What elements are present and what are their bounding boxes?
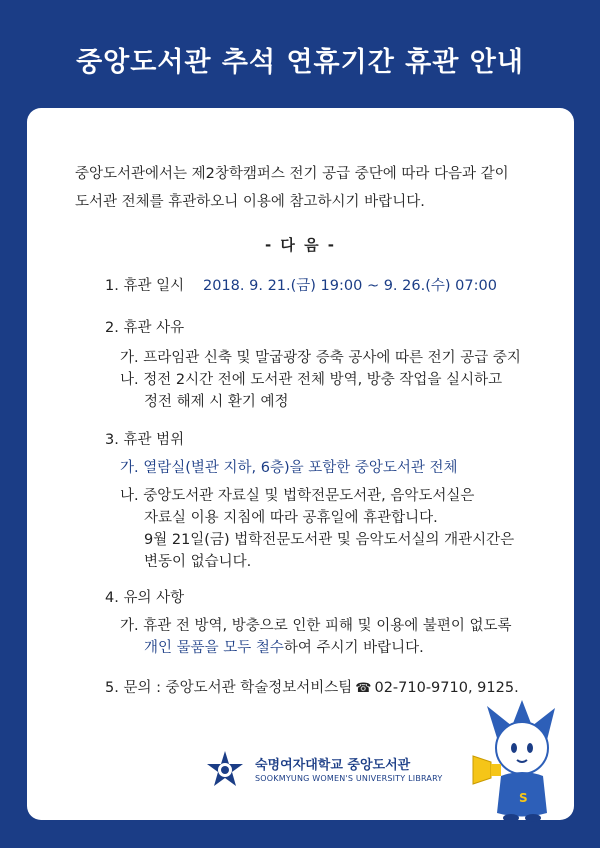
item2-a: 가. 프라임관 신축 및 말굽광장 증축 공사에 따른 전기 공급 중지 <box>120 350 521 366</box>
item2-b2: 정전 해제 시 환기 예정 <box>144 394 289 410</box>
svg-text:S: S <box>519 791 528 805</box>
page-title: 중앙도서관 추석 연휴기간 휴관 안내 <box>76 47 524 78</box>
item3-b4: 변동이 없습니다. <box>144 554 252 570</box>
item3-b1: 나. 중앙도서관 자료실 및 법학전문도서관, 음악도서실은 <box>120 488 475 504</box>
item5-phone: 02-710-9710, 9125. <box>374 680 519 696</box>
library-name-english: SOOKMYUNG WOMEN'S UNIVERSITY LIBRARY <box>255 774 443 783</box>
library-name-korean: 숙명여자대학교 중앙도서관 <box>255 758 411 773</box>
mascot-illustration <box>467 698 577 823</box>
item4-a2-highlight: 개인 물품을 모두 철수 <box>144 640 284 656</box>
phone-icon: ☎ <box>355 681 372 696</box>
item5-line <box>105 678 519 699</box>
item3-b3: 9월 21일(금) 법학전문도서관 및 음악도서실의 개관시간은 <box>144 532 515 548</box>
intro-line-1: 중앙도서관에서는 제2창학캠퍼스 전기 공급 중단에 따라 다음과 같이 <box>75 166 509 182</box>
item1-value: 2018. 9. 21.(금) 19:00 ~ 9. 26.(수) 07:00 <box>203 278 497 294</box>
item4-a1: 가. 휴관 전 방역, 방충으로 인한 피해 및 이용에 불편이 없도록 <box>120 618 512 634</box>
item5-label: 5. 문의 : 중앙도서관 학술정보서비스팀 <box>105 680 353 696</box>
item2-b1: 나. 정전 2시간 전에 도서관 전체 방역, 방충 작업을 실시하고 <box>120 372 503 388</box>
university-emblem-icon <box>205 750 245 790</box>
section-heading: - 다 음 - <box>264 236 337 254</box>
item1-label: 1. 휴관 일시 <box>105 278 185 294</box>
item3-a: 가. 열람실(별관 지하, 6층)을 포함한 중앙도서관 전체 <box>120 460 458 476</box>
item4-a2 <box>144 638 424 658</box>
notice-card <box>27 108 574 820</box>
intro-line-2: 도서관 전체를 휴관하오니 이용에 참고하시기 바랍니다. <box>75 194 425 210</box>
item3-b2: 자료실 이용 지침에 따라 공휴일에 휴관합니다. <box>144 510 438 526</box>
item2-label: 2. 휴관 사유 <box>105 320 185 336</box>
item4-label: 4. 유의 사항 <box>105 590 185 606</box>
item3-label: 3. 휴관 범위 <box>105 432 185 448</box>
item4-a2-rest: 하여 주시기 바랍니다. <box>283 640 424 656</box>
